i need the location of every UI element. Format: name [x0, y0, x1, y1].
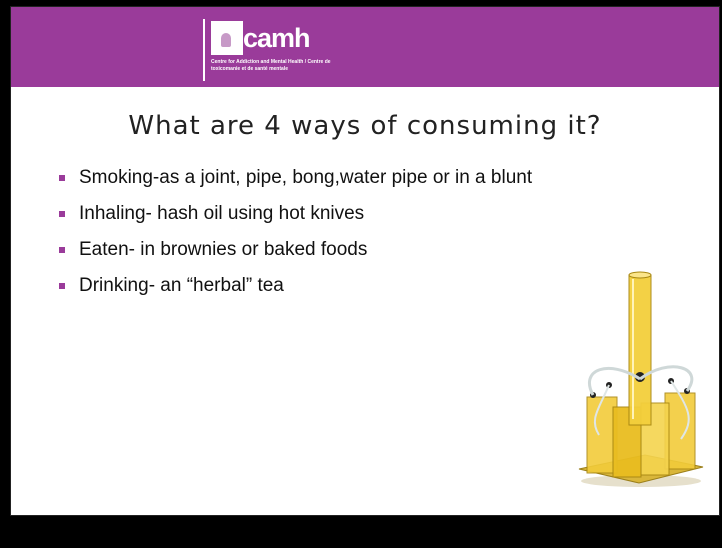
bullet-square-icon — [59, 247, 65, 253]
bullet-text: Inhaling- hash oil using hot knives — [79, 203, 365, 224]
logo-tagline: Centre for Addiction and Mental Health / Centre de toxicomanie et de santé mentale — [211, 59, 331, 72]
bullet-square-icon — [59, 211, 65, 217]
bullet-square-icon — [59, 175, 65, 181]
camh-logo — [203, 19, 343, 81]
logo-emblem-icon — [211, 21, 243, 55]
header-band — [11, 7, 719, 87]
bullet-list — [59, 165, 599, 309]
bullet-text: Smoking-as a joint, pipe, bong,water pipe or in a blunt — [79, 167, 533, 188]
slide — [10, 6, 720, 516]
logo-divider — [203, 19, 205, 81]
bullet-item — [59, 273, 599, 299]
water-pipe-photo — [569, 269, 709, 489]
logo-wordmark: camh — [243, 23, 310, 53]
bullet-square-icon — [59, 283, 65, 289]
slide-title: What are 4 ways of consuming it? — [128, 111, 602, 141]
bullet-text: Eaten- in brownies or baked foods — [79, 239, 368, 260]
bullet-item — [59, 237, 599, 263]
bullet-item — [59, 201, 599, 227]
bullet-text: Drinking- an “herbal” tea — [79, 275, 284, 296]
bullet-item — [59, 165, 599, 191]
bottom-bar — [0, 516, 722, 548]
